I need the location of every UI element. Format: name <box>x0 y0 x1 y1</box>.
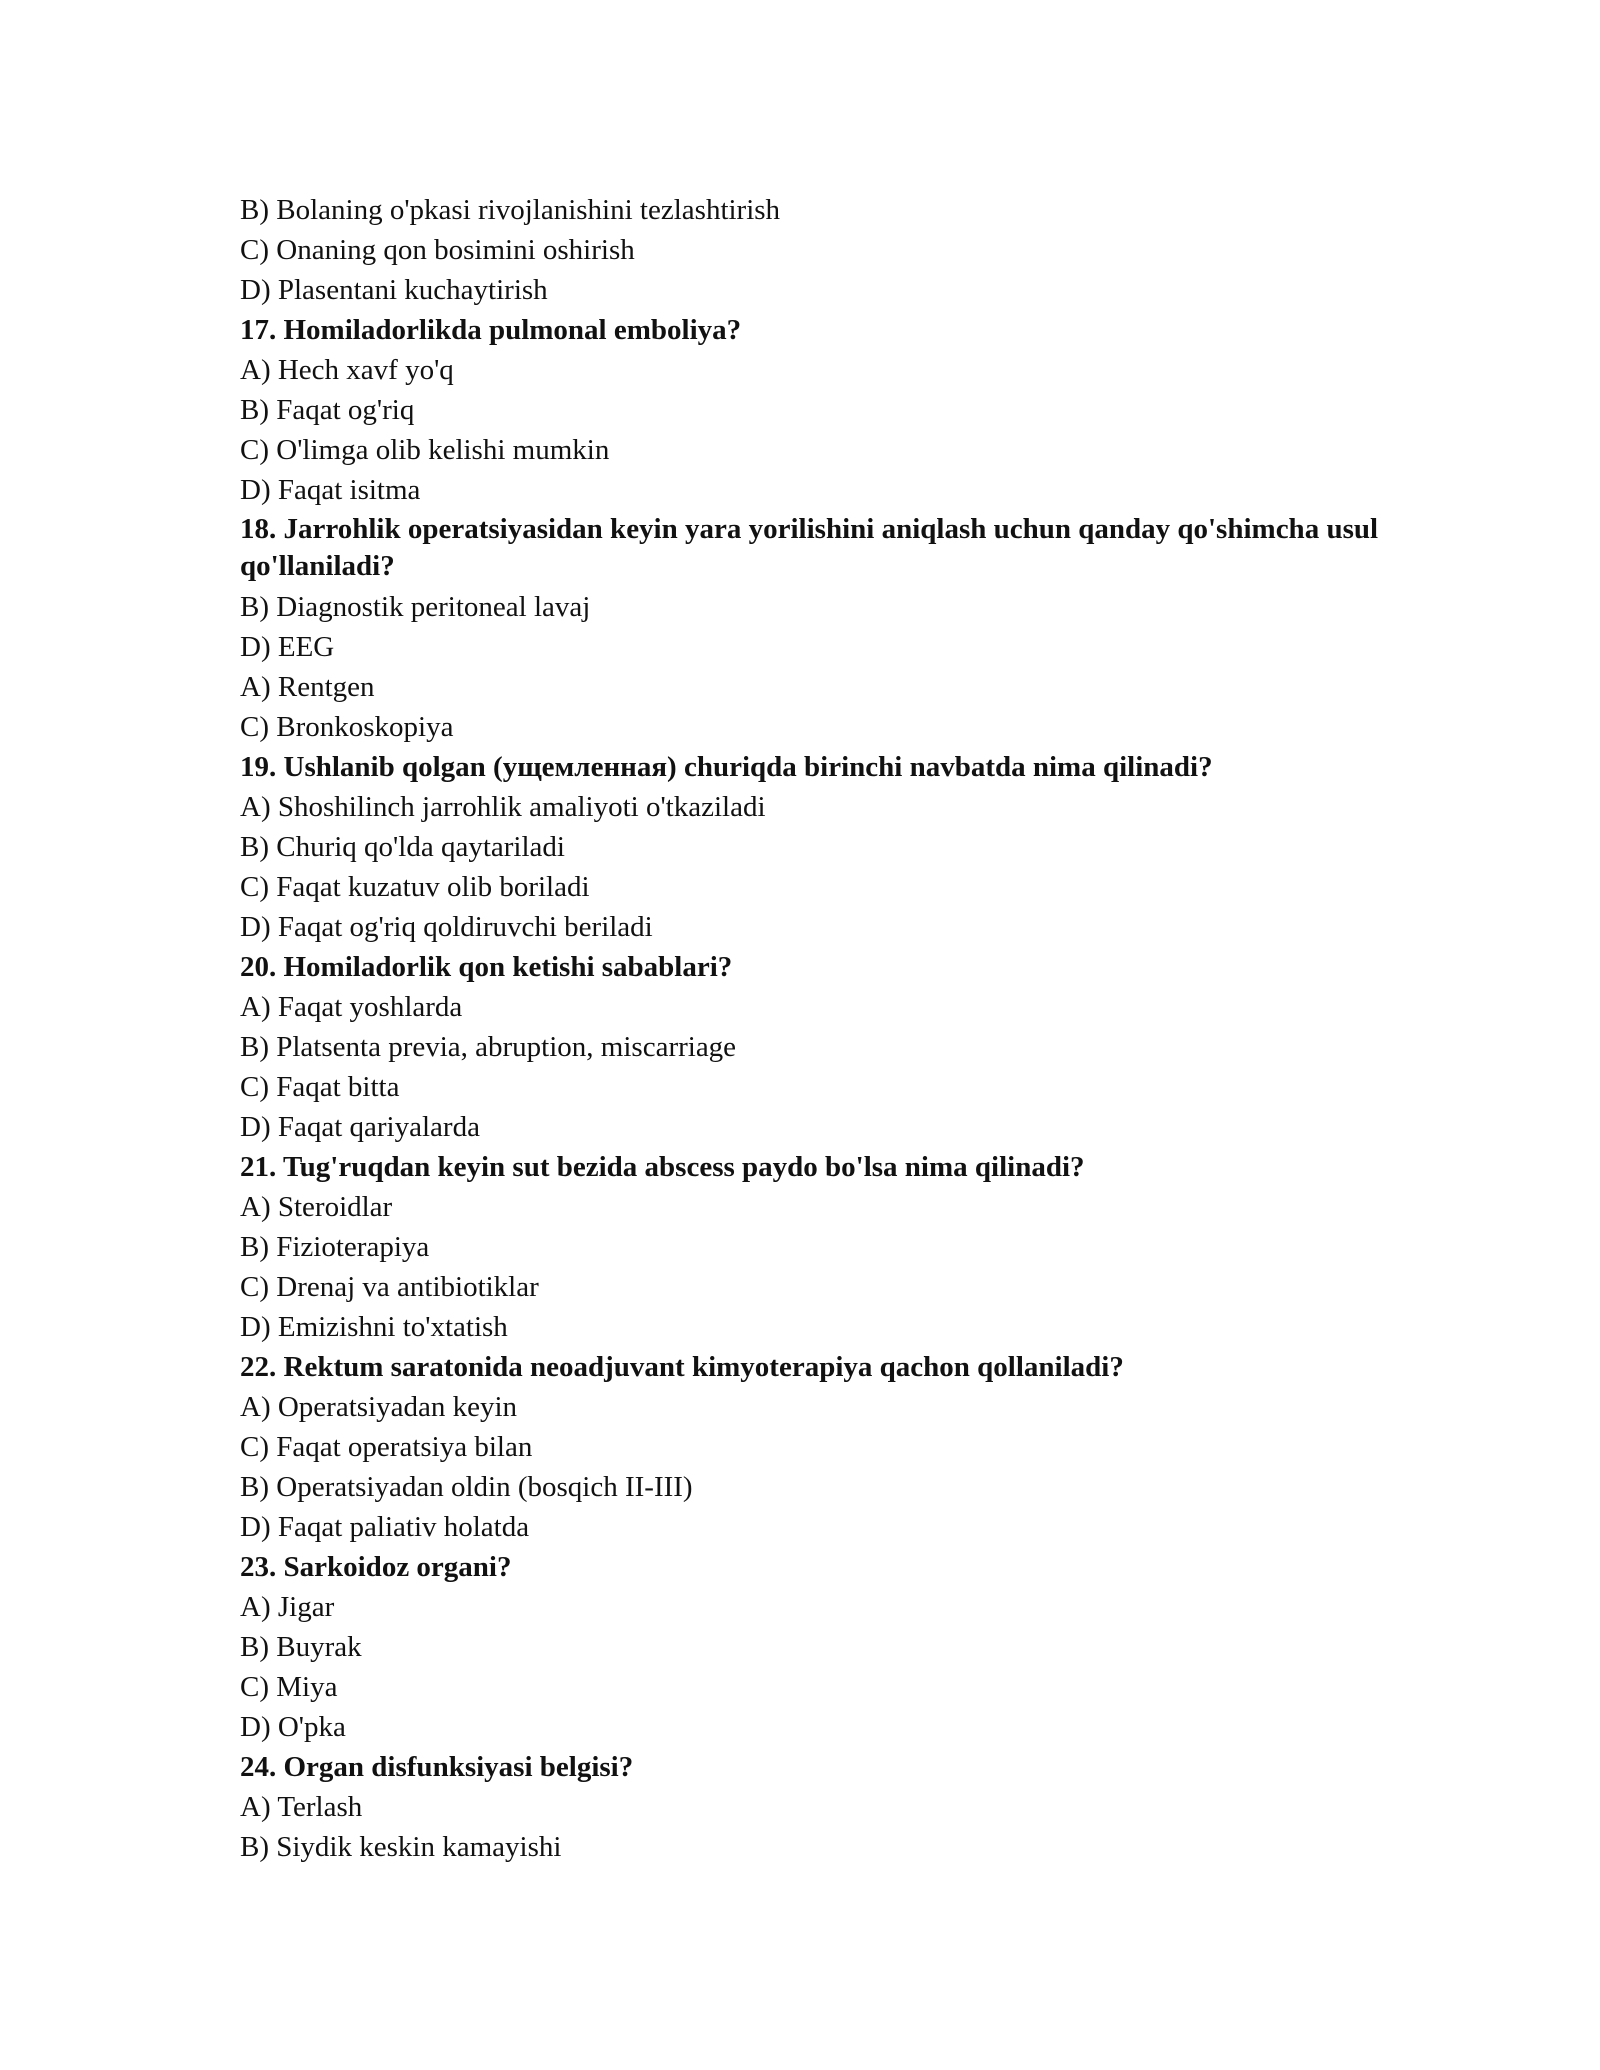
option-line: A) Shoshilinch jarrohlik amaliyoti o'tkaziladi <box>240 791 766 823</box>
option-line: B) Buyrak <box>240 1631 362 1663</box>
option-line: C) Faqat bitta <box>240 1071 400 1103</box>
question-24: 24. Organ disfunksiyasi belgisi? <box>240 1751 634 1783</box>
question-22: 22. Rektum saratonida neoadjuvant kimyoterapiya qachon qollaniladi? <box>240 1351 1124 1383</box>
option-line: D) Faqat isitma <box>240 474 421 506</box>
option-line: A) Operatsiyadan keyin <box>240 1391 518 1423</box>
document-page <box>240 190 1420 1867</box>
option-line: C) Drenaj va antibiotiklar <box>240 1271 539 1303</box>
option-line: A) Steroidlar <box>240 1191 393 1223</box>
option-line: B) Churiq qo'lda qaytariladi <box>240 831 565 863</box>
option-line: C) Bronkoskopiya <box>240 711 454 743</box>
option-line: A) Hech xavf yo'q <box>240 354 454 386</box>
option-line: C) O'limga olib kelishi mumkin <box>240 434 610 466</box>
option-line: D) Faqat qariyalarda <box>240 1111 480 1143</box>
option-line: A) Faqat yoshlarda <box>240 991 463 1023</box>
question-18: 18. Jarrohlik operatsiyasidan keyin yara yorilishini aniqlash uchun qanday qo'shimcha usul qo'llaniladi? <box>240 513 1379 582</box>
option-line: D) EEG <box>240 631 335 663</box>
question-20: 20. Homiladorlik qon ketishi sabablari? <box>240 951 733 983</box>
option-line: B) Platsenta previa, abruption, miscarriage <box>240 1031 737 1063</box>
option-line: B) Siydik keskin kamayishi <box>240 1831 562 1863</box>
question-19: 19. Ushlanib qolgan (ущемленная) churiqda birinchi navbatda nima qilinadi? <box>240 751 1213 783</box>
option-line: C) Faqat kuzatuv olib boriladi <box>240 871 590 903</box>
option-line: A) Rentgen <box>240 671 375 703</box>
option-line: C) Miya <box>240 1671 338 1703</box>
question-17: 17. Homiladorlikda pulmonal emboliya? <box>240 314 742 346</box>
option-line: D) Emizishni to'xtatish <box>240 1311 508 1343</box>
option-line: D) Faqat og'riq qoldiruvchi beriladi <box>240 911 653 943</box>
option-line: A) Jigar <box>240 1591 335 1623</box>
option-line: D) Plasentani kuchaytirish <box>240 274 548 306</box>
option-line: C) Onaning qon bosimini oshirish <box>240 234 635 266</box>
option-line: D) O'pka <box>240 1711 346 1743</box>
option-line: B) Operatsiyadan oldin (bosqich II-III) <box>240 1471 693 1503</box>
option-line: B) Bolaning o'pkasi rivojlanishini tezlashtirish <box>240 194 781 226</box>
option-line: B) Fizioterapiya <box>240 1231 430 1263</box>
question-23: 23. Sarkoidoz organi? <box>240 1551 512 1583</box>
option-line: B) Faqat og'riq <box>240 394 415 426</box>
option-line: B) Diagnostik peritoneal lavaj <box>240 591 591 623</box>
option-line: C) Faqat operatsiya bilan <box>240 1431 533 1463</box>
option-line: D) Faqat paliativ holatda <box>240 1511 530 1543</box>
question-21: 21. Tug'ruqdan keyin sut bezida abscess paydo bo'lsa nima qilinadi? <box>240 1151 1085 1183</box>
option-line: A) Terlash <box>240 1791 363 1823</box>
